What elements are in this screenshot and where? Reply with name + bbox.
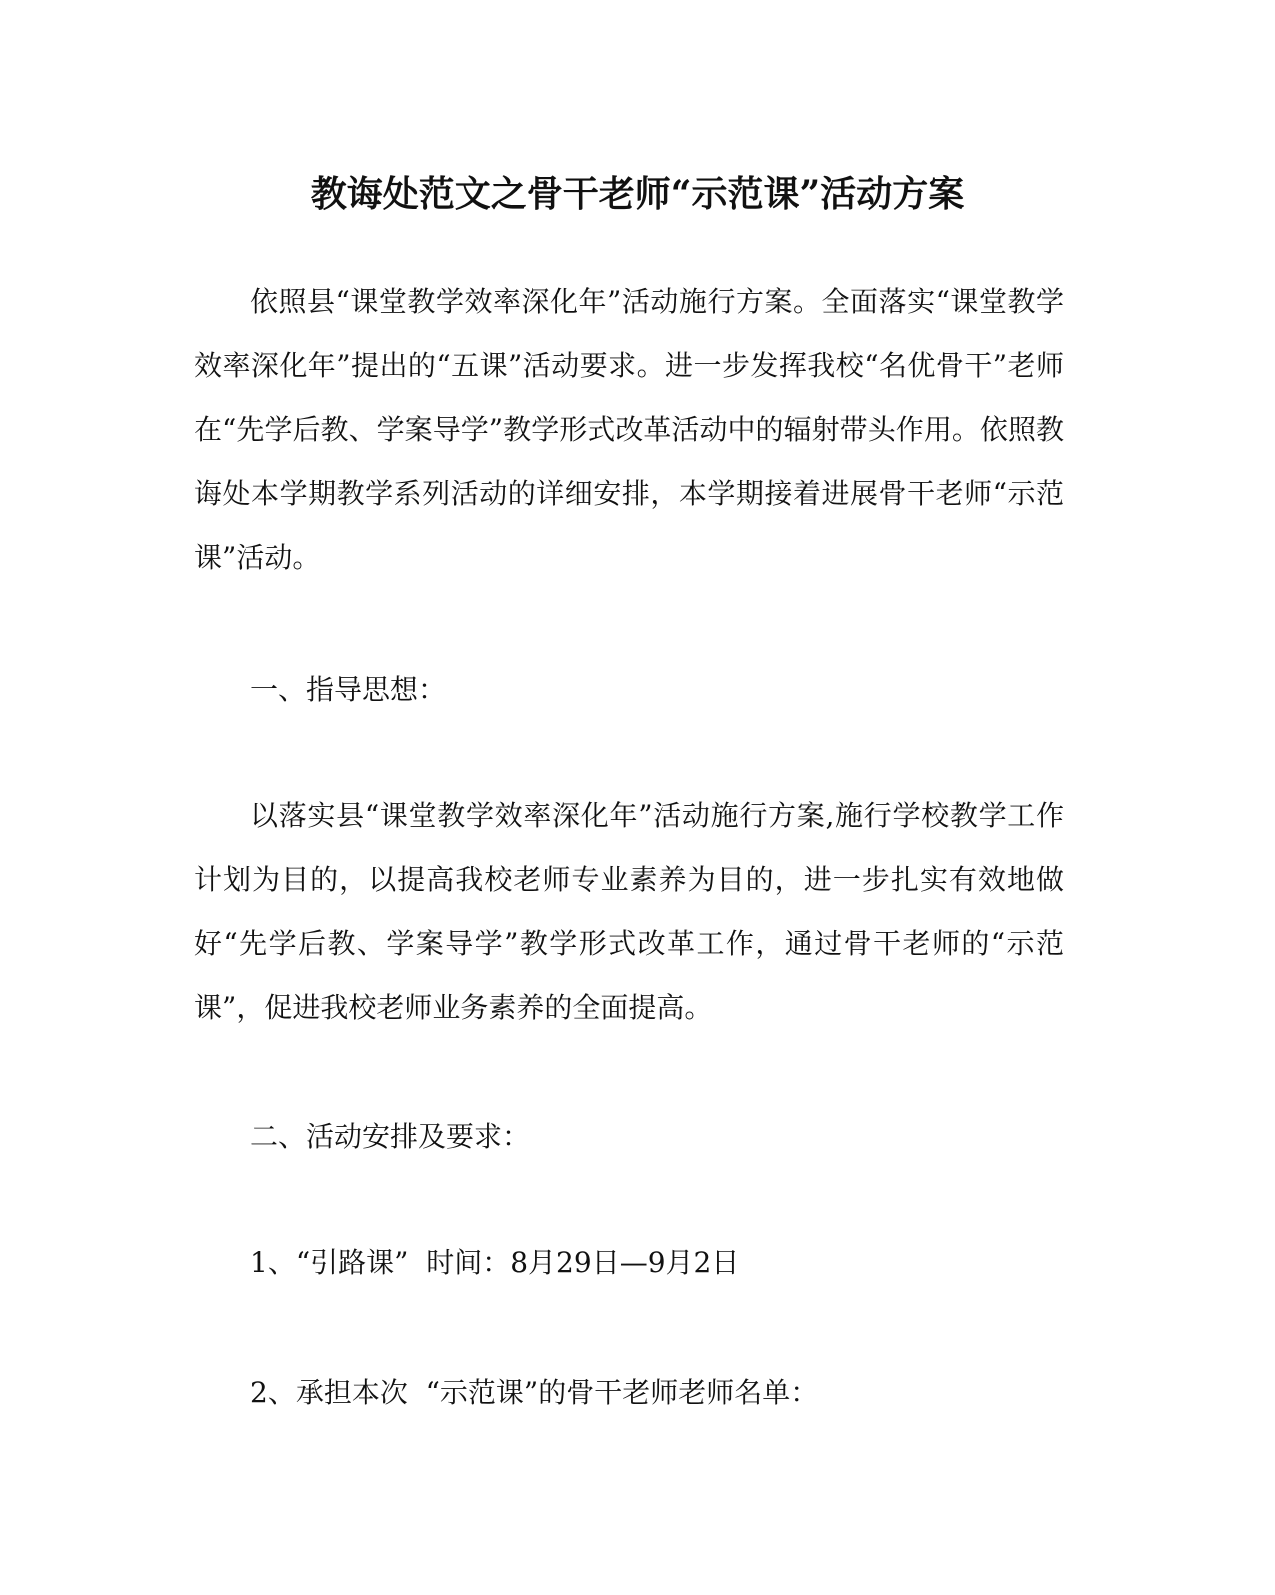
document-title: 教诲处范文之骨干老师“示范课”活动方案: [310, 173, 965, 215]
section1-heading: 一、指导思想：: [250, 673, 447, 706]
item-2: 2、承担本次 “示范课”的骨干老师老师名单：: [250, 1376, 819, 1409]
section1-body: 以落实县“课堂教学效率深化年”活动施行方案,施行学校教学工作计划为目的，以提高我校老师专业素养为目的，进一步扎实有效地做好“先学后教、学案导学”教学形式改革工作，通过骨干老师的“示范课”，促进我校老师业务素养的全面提高。: [194, 799, 1064, 1024]
item-1: 1、“引路课” 时间：8月29日—9月2日: [250, 1246, 740, 1279]
section2-heading: 二、活动安排及要求：: [250, 1120, 531, 1153]
intro-paragraph: 依照县“课堂教学效率深化年”活动施行方案。全面落实“课堂教学效率深化年”提出的“五课”活动要求。进一步发挥我校“名优骨干”老师在“先学后教、学案导学”教学形式改革活动中的辐射带头作用。依照教诲处本学期教学系列活动的详细安排，本学期接着进展骨干老师“示范课”活动。: [194, 285, 1064, 574]
